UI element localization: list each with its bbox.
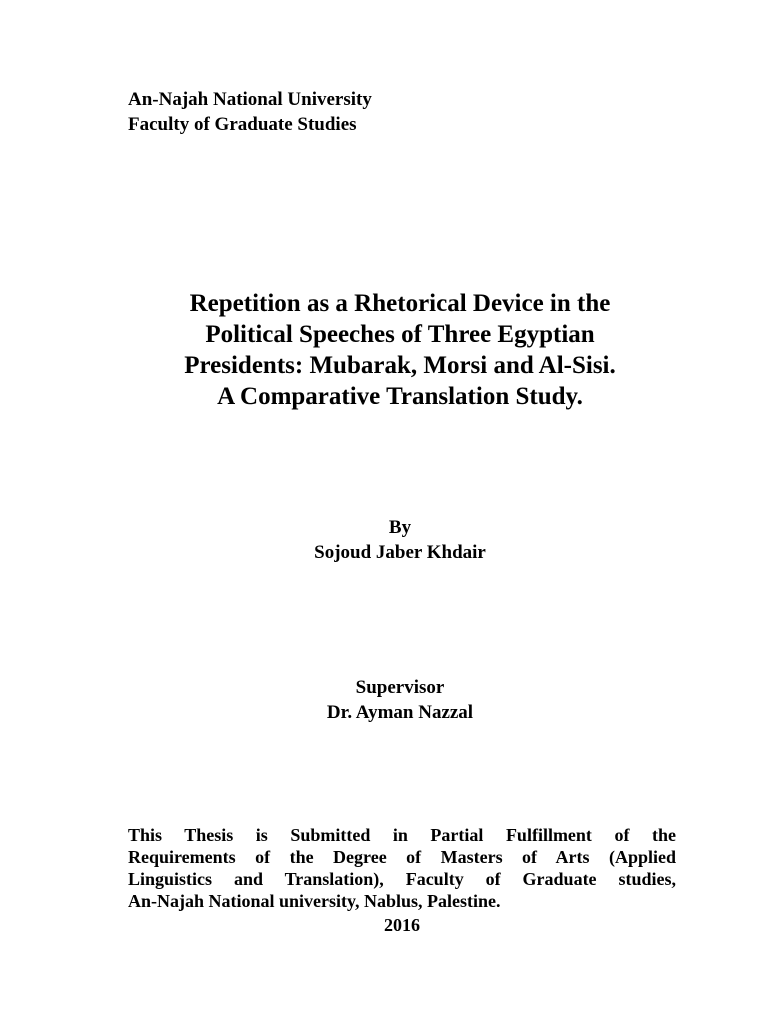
by-label: By [388,517,412,538]
thesis-title [0,288,768,412]
supervisor-block [0,675,768,725]
thesis-title-line: A Comparative Translation Study. [217,383,583,410]
submission-statement [128,824,676,912]
statement-line: Linguistics and Translation), Faculty of Graduate studies, [128,869,676,889]
statement-line: Requirements of the Degree of Masters of Arts (Applied [128,847,676,867]
thesis-title-line: Presidents: Mubarak, Morsi and Al-Sisi. [184,352,616,379]
statement-line: An-Najah National university, Nablus, Palestine. [128,891,501,911]
university-name: An-Najah National University [128,89,372,110]
author-name: Sojoud Jaber Khdair [314,542,486,563]
author-block [0,515,768,565]
supervisor-name: Dr. Ayman Nazzal [326,702,474,723]
thesis-title-line: Political Speeches of Three Egyptian [205,321,595,348]
institution-header [128,87,372,137]
faculty-name: Faculty of Graduate Studies [128,114,357,135]
supervisor-label: Supervisor [355,677,445,698]
statement-line: This Thesis is Submitted in Partial Fulfillment of the [128,825,676,845]
thesis-title-line: Repetition as a Rhetorical Device in the [189,290,611,317]
submission-year: 2016 [384,915,420,935]
